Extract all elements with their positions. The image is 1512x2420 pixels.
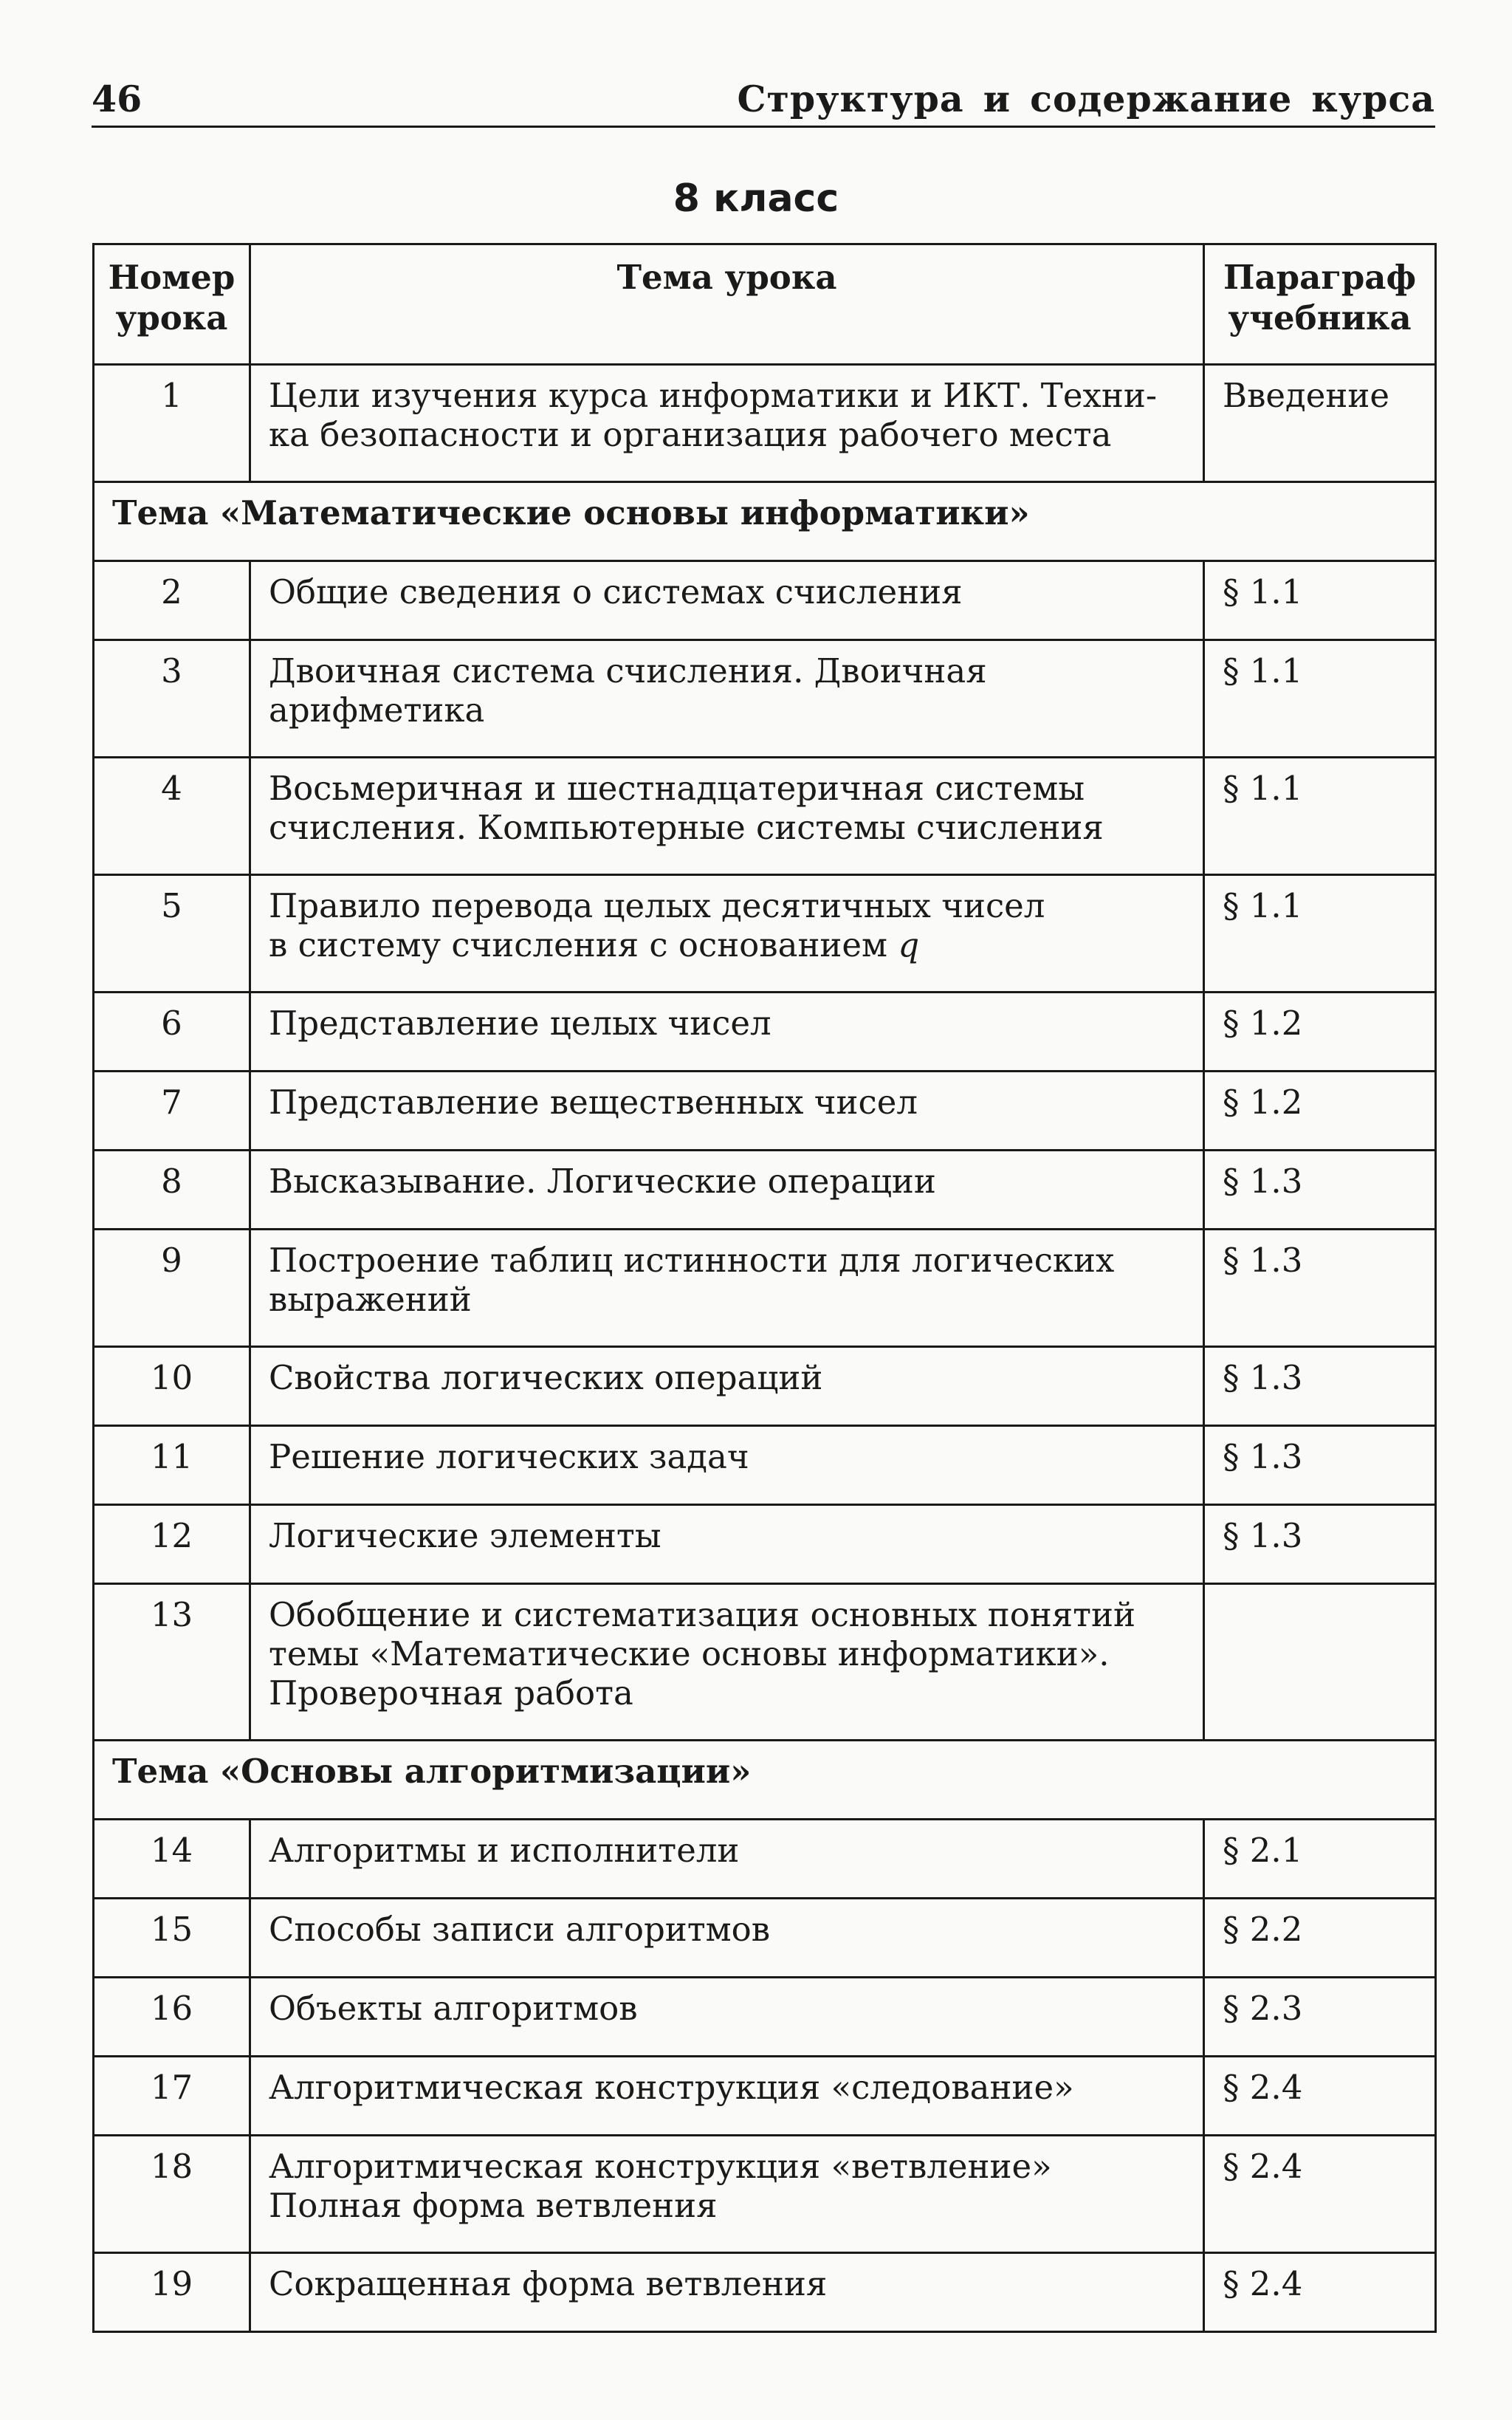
table-row [94, 365, 1436, 482]
lesson-topic-text: Способы записи алгоритмов [269, 1910, 771, 1949]
lesson-topic [250, 1426, 1204, 1505]
textbook-paragraph: § 1.3 [1204, 1151, 1436, 1230]
lesson-topic [250, 640, 1204, 758]
lesson-topic-text: Представление вещественных чисел [269, 1083, 918, 1122]
lesson-topic [250, 1151, 1204, 1230]
table-header-row [94, 244, 1436, 365]
textbook-paragraph: § 1.1 [1204, 561, 1436, 640]
lesson-topic [250, 1584, 1204, 1741]
table-row [94, 758, 1436, 875]
lesson-number: 6 [94, 993, 250, 1072]
lesson-topic [250, 1072, 1204, 1151]
table-row [94, 875, 1436, 993]
lesson-number: 3 [94, 640, 250, 758]
textbook-paragraph: § 2.4 [1204, 2253, 1436, 2332]
lesson-topic-text: Высказывание. Логические операции [269, 1162, 936, 1201]
table-row [94, 1505, 1436, 1584]
lesson-topic [250, 1899, 1204, 1978]
lesson-plan-table [92, 243, 1437, 2333]
textbook-paragraph: § 2.4 [1204, 2057, 1436, 2136]
lesson-topic [250, 2253, 1204, 2332]
table-row [94, 1584, 1436, 1741]
lesson-topic [250, 561, 1204, 640]
lesson-topic [250, 2057, 1204, 2136]
lesson-number: 18 [94, 2136, 250, 2253]
lesson-number: 2 [94, 561, 250, 640]
table-row [94, 1426, 1436, 1505]
lesson-topic-text: Решение логических задач [269, 1437, 749, 1476]
textbook-paragraph: § 1.2 [1204, 1072, 1436, 1151]
lesson-topic-text: Алгоритмическая конструкция «ветвление» Полная форма ветвления [269, 2147, 1052, 2225]
textbook-paragraph: § 1.1 [1204, 875, 1436, 993]
table-row [94, 1899, 1436, 1978]
textbook-paragraph [1204, 1584, 1436, 1741]
lesson-topic [250, 1505, 1204, 1584]
lesson-number: 13 [94, 1584, 250, 1741]
table-row [94, 1978, 1436, 2057]
lesson-topic [250, 1230, 1204, 1347]
table-row [94, 1151, 1436, 1230]
lesson-topic-text: Двоичная система счисления. Двоичная арифметика [269, 651, 987, 730]
column-header-lesson-number: Номер урока [94, 244, 250, 365]
lesson-number: 14 [94, 1820, 250, 1899]
textbook-paragraph: § 1.1 [1204, 758, 1436, 875]
lesson-topic-text: Правило перевода целых десятичных чисел в систему счисления с основанием [269, 886, 1045, 964]
textbook-paragraph: § 2.4 [1204, 2136, 1436, 2253]
section-row [94, 1741, 1436, 1820]
table-row [94, 993, 1436, 1072]
lesson-topic-text: Представление целых чисел [269, 1004, 772, 1043]
lesson-topic-text: Логические элементы [269, 1516, 662, 1555]
lesson-number: 11 [94, 1426, 250, 1505]
table-row [94, 640, 1436, 758]
running-title: Структура и содержание курса [737, 78, 1435, 120]
textbook-paragraph: § 1.3 [1204, 1230, 1436, 1347]
lesson-number: 4 [94, 758, 250, 875]
lesson-topic-text: Цели изучения курса информатики и ИКТ. Техни- ка безопасности и организация рабочего места [269, 376, 1158, 454]
table-row [94, 1230, 1436, 1347]
textbook-paragraph: § 1.1 [1204, 640, 1436, 758]
table-row [94, 1820, 1436, 1899]
lesson-number: 10 [94, 1347, 250, 1426]
table-row [94, 2253, 1436, 2332]
textbook-paragraph: § 2.3 [1204, 1978, 1436, 2057]
lesson-number: 7 [94, 1072, 250, 1151]
table-row [94, 1072, 1436, 1151]
lesson-number: 5 [94, 875, 250, 993]
lesson-topic-text: Алгоритмическая конструкция «следование» [269, 2068, 1074, 2107]
section-row [94, 482, 1436, 561]
grade-title: 8 класс [673, 176, 839, 221]
table-row [94, 2136, 1436, 2253]
lesson-topic-text: Обобщение и систематизация основных понятий темы «Математические основы информатики». Проверочная работа [269, 1595, 1136, 1713]
lesson-topic-text: Построение таблиц истинности для логических выражений [269, 1241, 1115, 1319]
lesson-topic [250, 1978, 1204, 2057]
table-body [94, 365, 1436, 2332]
lesson-topic-text: Алгоритмы и исполнители [269, 1831, 740, 1870]
variable-q: q [898, 925, 920, 964]
page-number: 46 [92, 78, 142, 120]
header-rule [92, 126, 1435, 128]
textbook-paragraph: § 1.3 [1204, 1426, 1436, 1505]
lesson-topic [250, 1820, 1204, 1899]
section-title: Тема «Основы алгоритмизации» [94, 1741, 1436, 1820]
lesson-number: 15 [94, 1899, 250, 1978]
lesson-topic [250, 2136, 1204, 2253]
lesson-number: 16 [94, 1978, 250, 2057]
textbook-paragraph: § 2.1 [1204, 1820, 1436, 1899]
lesson-topic-text: Общие сведения о системах счисления [269, 572, 963, 611]
lesson-topic-text: Восьмеричная и шестнадцатеричная системы счисления. Компьютерные системы счисления [269, 769, 1104, 847]
textbook-paragraph: § 1.2 [1204, 993, 1436, 1072]
lesson-number: 17 [94, 2057, 250, 2136]
table-row [94, 2057, 1436, 2136]
lesson-number: 19 [94, 2253, 250, 2332]
textbook-paragraph: § 1.3 [1204, 1505, 1436, 1584]
lesson-topic [250, 993, 1204, 1072]
textbook-paragraph: § 1.3 [1204, 1347, 1436, 1426]
lesson-topic [250, 365, 1204, 482]
section-title: Тема «Математические основы информатики» [94, 482, 1436, 561]
lesson-number: 9 [94, 1230, 250, 1347]
lesson-number: 1 [94, 365, 250, 482]
lesson-topic-text: Сокращенная форма ветвления [269, 2264, 828, 2303]
textbook-paragraph: § 2.2 [1204, 1899, 1436, 1978]
table-row [94, 1347, 1436, 1426]
column-header-textbook-paragraph: Параграф учебника [1204, 244, 1436, 365]
running-head [92, 77, 1435, 121]
lesson-topic-text: Свойства логических операций [269, 1358, 823, 1397]
column-header-lesson-topic: Тема урока [250, 244, 1204, 365]
lesson-topic [250, 758, 1204, 875]
lesson-number: 12 [94, 1505, 250, 1584]
lesson-number: 8 [94, 1151, 250, 1230]
lesson-topic [250, 875, 1204, 993]
textbook-paragraph: Введение [1204, 365, 1436, 482]
table-row [94, 561, 1436, 640]
lesson-topic-text: Объекты алгоритмов [269, 1989, 638, 2028]
lesson-topic [250, 1347, 1204, 1426]
